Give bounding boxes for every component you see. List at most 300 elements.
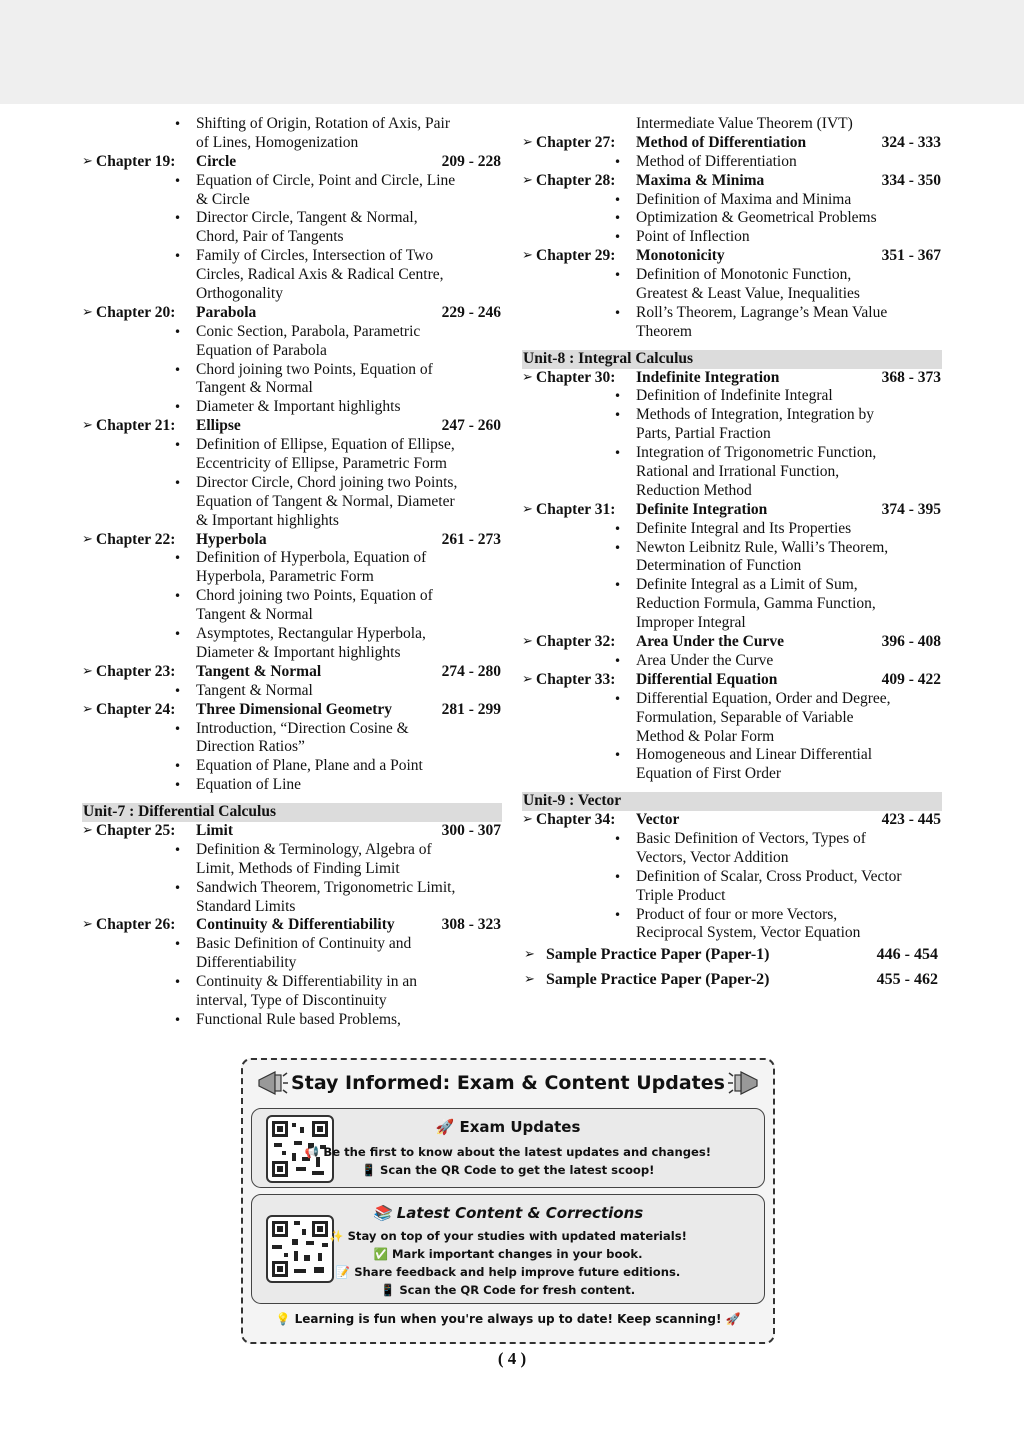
topic-text: Optimization & Geometrical Problems: [636, 209, 877, 227]
chapter-row: [522, 134, 942, 153]
topic-text: Definition of Hyperbola, Equation of: [196, 549, 427, 567]
arrow-bullet-icon: ➢: [524, 972, 535, 988]
bullet-dot-icon: •: [174, 324, 182, 339]
bullet-dot-icon: •: [614, 408, 622, 423]
topic-continuation: [522, 924, 942, 943]
arrow-bullet-icon: ➢: [522, 671, 533, 687]
bullet-dot-icon: •: [174, 880, 182, 895]
topic-continuation: [82, 644, 502, 663]
topic-continuation: [82, 342, 502, 361]
bullet-dot-icon: •: [614, 446, 622, 461]
topic-item: [82, 776, 502, 795]
bullet-dot-icon: •: [174, 627, 182, 642]
chapter-row: [522, 671, 942, 690]
topic-text: Sandwich Theorem, Trigonometric Limit,: [196, 878, 456, 896]
topic-text: Equation of Circle, Point and Circle, Line: [196, 171, 456, 189]
chapter-label: Chapter 26:: [96, 916, 176, 934]
topic-text: Tangent & Normal: [196, 379, 313, 397]
topic-item: [522, 153, 942, 172]
bullet-dot-icon: •: [614, 521, 622, 536]
chapter-label: Chapter 33:: [536, 670, 616, 688]
topic-text: Diameter & Important highlights: [196, 643, 401, 661]
sparkle-icon: ✨: [329, 1229, 348, 1243]
topic-continuation: [82, 493, 502, 512]
topic-continuation: [522, 709, 942, 728]
bullet-dot-icon: •: [174, 475, 182, 490]
chapter-pages: 281 - 299: [441, 700, 501, 718]
bullet-dot-icon: •: [174, 117, 182, 131]
chapter-row: [82, 304, 502, 323]
chapter-pages: 374 - 395: [881, 500, 941, 518]
topic-text: Basic Definition of Continuity and: [196, 935, 412, 953]
topic-text: Circles, Radical Axis & Radical Centre,: [196, 266, 444, 284]
chapter-row: [522, 369, 942, 388]
topic-item: [522, 690, 942, 709]
chapter-row: [82, 531, 502, 550]
bullet-dot-icon: •: [614, 268, 622, 283]
topic-text: interval, Type of Discontinuity: [196, 991, 387, 1009]
chapter-title: Continuity & Differentiability: [196, 916, 395, 934]
topic-continuation: [82, 992, 502, 1011]
topic-continuation: [522, 463, 942, 482]
topic-text: Reduction Formula, Gamma Function,: [636, 595, 876, 613]
topic-text: Chord joining two Points, Equation of: [196, 360, 433, 378]
chapter-label: Chapter 27:: [536, 133, 616, 151]
topic-text: Greatest & Least Value, Inequalities: [636, 285, 860, 303]
topic-continuation: [82, 738, 502, 757]
chapter-title: Vector: [636, 811, 680, 829]
toc-right-column: [522, 115, 942, 993]
exam-updates-line1: 📢 Be the first to know about the latest updates and changes!: [304, 1145, 712, 1159]
chapter-label: Chapter 23:: [96, 662, 176, 680]
topic-text: Point of Inflection: [636, 228, 750, 246]
chapter-pages: 229 - 246: [441, 303, 501, 321]
topic-text: Definition of Monotonic Function,: [636, 266, 852, 284]
arrow-bullet-icon: ➢: [522, 369, 533, 385]
arrow-bullet-icon: ➢: [82, 418, 93, 434]
updates-info-box: [241, 1058, 775, 1344]
content-corrections-panel: [251, 1194, 765, 1304]
topic-continuation: [522, 425, 942, 444]
topic-continuation: [522, 482, 942, 501]
topic-continuation: [82, 860, 502, 879]
chapter-title: Definite Integration: [636, 500, 768, 518]
topic-item: [522, 746, 942, 765]
topic-text: Equation of First Order: [636, 765, 782, 783]
rocket-icon: 🚀: [435, 1118, 460, 1136]
arrow-bullet-icon: ➢: [522, 812, 533, 828]
chapter-title: Differential Equation: [636, 670, 778, 688]
topic-text: Definite Integral and Its Properties: [636, 519, 852, 537]
chapter-title: Monotonicity: [636, 247, 725, 265]
topic-item: [522, 228, 942, 247]
topic-text: Director Circle, Chord joining two Points,: [196, 473, 458, 491]
bullet-dot-icon: •: [614, 831, 622, 846]
chapter-title: Method of Differentiation: [636, 133, 807, 151]
topic-text: Continuity & Differentiability in an: [196, 973, 417, 991]
topic-continuation: [82, 134, 502, 153]
bullet-dot-icon: •: [614, 211, 622, 226]
chapter-pages: 261 - 273: [441, 530, 501, 548]
chapter-title: Circle: [196, 152, 237, 170]
topic-text: Chord joining two Points, Equation of: [196, 587, 433, 605]
topic-text: Rational and Irrational Function,: [636, 463, 840, 481]
chapter-title: Three Dimensional Geometry: [196, 700, 393, 718]
bullet-dot-icon: •: [174, 842, 182, 857]
topic-text: Equation of Tangent & Normal, Diameter: [196, 492, 455, 510]
topic-text: Triple Product: [636, 886, 726, 904]
topic-continuation: [82, 191, 502, 210]
phone-icon-2: 📱: [380, 1283, 400, 1297]
chapter-title: Hyperbola: [196, 530, 267, 548]
chapter-row: [522, 172, 942, 191]
topic-item: [82, 172, 502, 191]
topic-item: [82, 757, 502, 776]
toc-left-column: [82, 115, 502, 1030]
bullet-dot-icon: •: [174, 589, 182, 604]
topic-text: Method of Differentiation: [636, 152, 797, 170]
bullet-dot-icon: •: [174, 721, 182, 736]
topic-item: [522, 266, 942, 285]
bullet-dot-icon: •: [174, 400, 182, 415]
chapter-pages: 300 - 307: [441, 821, 501, 839]
chapter-pages: 409 - 422: [881, 670, 941, 688]
unit-header: [522, 792, 942, 811]
topic-continuation: [82, 379, 502, 398]
chapter-pages: 308 - 323: [441, 916, 501, 934]
rocket-icon-footer: 🚀: [721, 1312, 741, 1326]
bullet-dot-icon: •: [614, 540, 622, 555]
topic-text: Reciprocal System, Vector Equation: [636, 924, 861, 942]
arrow-bullet-icon: ➢: [82, 917, 93, 933]
topic-item: [522, 906, 942, 925]
sample-paper-pages: 446 - 454: [876, 946, 938, 964]
exam-updates-panel: [251, 1108, 765, 1188]
chapter-row: [82, 916, 502, 935]
topic-text: Eccentricity of Ellipse, Parametric Form: [196, 455, 447, 473]
topic-text: Parts, Partial Fraction: [636, 425, 771, 443]
topic-text: Differentiability: [196, 954, 297, 972]
topic-text: Asymptotes, Rectangular Hyperbola,: [196, 625, 426, 643]
topic-text: Area Under the Curve: [636, 651, 774, 669]
sample-paper-pages: 455 - 462: [876, 971, 938, 989]
bullet-dot-icon: •: [174, 937, 182, 952]
topic-item: [82, 247, 502, 266]
bullet-dot-icon: •: [614, 578, 622, 593]
bullet-dot-icon: •: [174, 551, 182, 566]
topic-item: [82, 879, 502, 898]
topic-continuation: [522, 323, 942, 342]
topic-text: Formulation, Separable of Variable: [636, 708, 854, 726]
chapter-pages: 274 - 280: [441, 662, 501, 680]
sample-paper-title: Sample Practice Paper (Paper-1): [546, 946, 770, 964]
topic-text: Intermediate Value Theorem (IVT): [636, 115, 853, 132]
topic-text: Definition of Maxima and Minima: [636, 190, 852, 208]
chapter-row: [82, 822, 502, 841]
topic-item: [82, 625, 502, 644]
topic-continuation: [522, 285, 942, 304]
bullet-dot-icon: •: [614, 154, 622, 169]
arrow-bullet-icon: ➢: [82, 701, 93, 717]
topic-item: [522, 520, 942, 539]
topic-item: [82, 323, 502, 342]
bullet-dot-icon: •: [614, 869, 622, 884]
topic-text: Vectors, Vector Addition: [636, 848, 789, 866]
chapter-row: [82, 153, 502, 172]
arrow-bullet-icon: ➢: [524, 947, 535, 963]
chapter-title: Indefinite Integration: [636, 368, 780, 386]
books-icon: 📚: [372, 1204, 397, 1222]
bullet-dot-icon: •: [614, 192, 622, 207]
top-margin-band: [0, 0, 1024, 104]
topic-text: Definition of Indefinite Integral: [636, 387, 833, 405]
topic-item: [82, 474, 502, 493]
chapter-label: Chapter 19:: [96, 152, 176, 170]
chapter-pages: 324 - 333: [881, 133, 941, 151]
topic-text: Orthogonality: [196, 285, 283, 303]
lightbulb-icon: 💡: [275, 1312, 295, 1326]
info-box-title: Stay Informed: Exam & Content Updates: [291, 1072, 725, 1094]
chapter-pages: 423 - 445: [881, 811, 941, 829]
topic-text: Hyperbola, Parametric Form: [196, 568, 374, 586]
chapter-row: [522, 501, 942, 520]
topic-text: Conic Section, Parabola, Parametric: [196, 322, 421, 340]
topic-item: [522, 191, 942, 210]
topic-text: Standard Limits: [196, 897, 296, 915]
topic-item: [522, 406, 942, 425]
topic-text: Method & Polar Form: [636, 727, 775, 745]
unit-title: Unit-9 : Vector: [523, 792, 622, 810]
bullet-dot-icon: •: [614, 748, 622, 763]
arrow-bullet-icon: ➢: [82, 663, 93, 679]
topic-item: [82, 720, 502, 739]
topic-text: of Lines, Homogenization: [196, 133, 359, 151]
chapter-title: Ellipse: [196, 417, 241, 435]
bullet-dot-icon: •: [614, 305, 622, 320]
topic-continuation: [522, 765, 942, 784]
topic-text: Tangent & Normal: [196, 681, 313, 699]
topic-text: Tangent & Normal: [196, 606, 313, 624]
chapter-label: Chapter 28:: [536, 171, 616, 189]
arrow-bullet-icon: ➢: [522, 172, 533, 188]
sample-paper-row: [522, 946, 942, 968]
topic-item: [522, 444, 942, 463]
bullet-dot-icon: •: [174, 249, 182, 264]
bullet-dot-icon: •: [614, 907, 622, 922]
topic-item: [82, 682, 502, 701]
topic-continuation: [522, 115, 942, 134]
topic-item: [522, 868, 942, 887]
arrow-bullet-icon: ➢: [82, 304, 93, 320]
exam-updates-title: 🚀 Exam Updates: [435, 1118, 581, 1136]
topic-text: Family of Circles, Intersection of Two: [196, 247, 434, 265]
topic-text: Homogeneous and Linear Differential: [636, 746, 873, 764]
topic-text: Functional Rule based Problems,: [196, 1010, 401, 1028]
topic-continuation: [82, 266, 502, 285]
topic-text: Equation of Line: [196, 776, 302, 794]
topic-continuation: [82, 954, 502, 973]
chapter-title: Area Under the Curve: [636, 633, 784, 651]
unit-title: Unit-8 : Integral Calculus: [523, 349, 694, 367]
unit-header: [522, 350, 942, 369]
topic-item: [82, 115, 502, 134]
topic-continuation: [82, 455, 502, 474]
topic-continuation: [82, 285, 502, 304]
chapter-title: Tangent & Normal: [196, 662, 322, 680]
topic-item: [82, 398, 502, 417]
chapter-row: [82, 417, 502, 436]
topic-continuation: [522, 557, 942, 576]
topic-item: [82, 1011, 502, 1030]
topic-text: Improper Integral: [636, 614, 746, 632]
chapter-row: [82, 701, 502, 720]
topic-continuation: [82, 568, 502, 587]
chapter-title: Parabola: [196, 303, 257, 321]
bullet-dot-icon: •: [174, 438, 182, 453]
topic-continuation: [82, 228, 502, 247]
topic-text: Determination of Function: [636, 557, 802, 575]
chapter-row: [522, 247, 942, 266]
chapter-label: Chapter 22:: [96, 530, 176, 548]
topic-item: [82, 361, 502, 380]
bullet-dot-icon: •: [614, 230, 622, 245]
info-box-footer: 💡 Learning is fun when you're always up to date! Keep scanning! 🚀: [275, 1312, 741, 1326]
arrow-bullet-icon: ➢: [522, 134, 533, 150]
chapter-row: [522, 633, 942, 652]
topic-text: & Important highlights: [196, 511, 339, 529]
bullet-dot-icon: •: [174, 362, 182, 377]
topic-text: Product of four or more Vectors,: [636, 905, 838, 923]
topic-item: [522, 652, 942, 671]
sample-paper-row: [522, 971, 942, 993]
content-line4: 📱 Scan the QR Code for fresh content.: [380, 1283, 636, 1297]
chapter-pages: 334 - 350: [881, 171, 941, 189]
chapter-title: Limit: [196, 821, 234, 839]
topic-text: Reduction Method: [636, 481, 752, 499]
topic-text: & Circle: [196, 190, 250, 208]
topic-item: [82, 973, 502, 992]
bullet-dot-icon: •: [174, 975, 182, 990]
bullet-dot-icon: •: [614, 653, 622, 668]
topic-text: Director Circle, Tangent & Normal,: [196, 209, 418, 227]
topic-item: [82, 587, 502, 606]
bullet-dot-icon: •: [614, 389, 622, 404]
chapter-label: Chapter 29:: [536, 247, 616, 265]
topic-continuation: [522, 728, 942, 747]
megaphone-small-icon: 📢: [304, 1145, 324, 1159]
chapter-label: Chapter 24:: [96, 700, 176, 718]
topic-item: [82, 549, 502, 568]
sample-paper-title: Sample Practice Paper (Paper-2): [546, 971, 770, 989]
chapter-pages: 247 - 260: [441, 417, 501, 435]
arrow-bullet-icon: ➢: [82, 153, 93, 169]
chapter-pages: 351 - 367: [881, 247, 941, 265]
chapter-pages: 396 - 408: [881, 633, 941, 651]
topic-text: Direction Ratios”: [196, 738, 305, 756]
arrow-bullet-icon: ➢: [522, 501, 533, 517]
topic-text: Theorem: [636, 322, 692, 340]
topic-text: Basic Definition of Vectors, Types of: [636, 829, 866, 847]
bullet-dot-icon: •: [174, 683, 182, 698]
arrow-bullet-icon: ➢: [82, 822, 93, 838]
chapter-pages: 368 - 373: [881, 368, 941, 386]
arrow-bullet-icon: ➢: [522, 248, 533, 264]
bullet-dot-icon: •: [614, 691, 622, 706]
topic-text: Roll’s Theorem, Lagrange’s Mean Value: [636, 303, 888, 321]
chapter-label: Chapter 20:: [96, 303, 176, 321]
topic-continuation: [522, 887, 942, 906]
content-line2: ✅ Mark important changes in your book.: [373, 1247, 643, 1261]
topic-text: Definite Integral as a Limit of Sum,: [636, 576, 858, 594]
topic-text: Introduction, “Direction Cosine &: [196, 719, 409, 737]
bullet-dot-icon: •: [174, 211, 182, 226]
topic-continuation: [522, 849, 942, 868]
megaphone-icon-right: [727, 1066, 761, 1100]
unit-header: [82, 803, 502, 822]
topic-continuation: [82, 898, 502, 917]
topic-text: Integration of Trigonometric Function,: [636, 444, 877, 462]
topic-item: [82, 935, 502, 954]
content-line1: ✨ Stay on top of your studies with updated materials!: [329, 1229, 687, 1243]
chapter-label: Chapter 25:: [96, 821, 176, 839]
topic-item: [522, 539, 942, 558]
topic-text: Diameter & Important highlights: [196, 398, 401, 416]
exam-updates-line2: 📱 Scan the QR Code to get the latest scoop!: [361, 1163, 655, 1177]
content-line3: 📝 Share feedback and help improve future editions.: [335, 1265, 681, 1279]
chapter-pages: 209 - 228: [441, 152, 501, 170]
topic-item: [82, 209, 502, 228]
chapter-label: Chapter 21:: [96, 417, 176, 435]
topic-text: Definition & Terminology, Algebra of: [196, 840, 432, 858]
topic-text: Definition of Ellipse, Equation of Ellipse,: [196, 436, 455, 454]
topic-continuation: [82, 606, 502, 625]
chapter-label: Chapter 32:: [536, 633, 616, 651]
chapter-label: Chapter 34:: [536, 811, 616, 829]
topic-item: [522, 576, 942, 595]
phone-icon: 📱: [361, 1163, 380, 1177]
arrow-bullet-icon: ➢: [82, 531, 93, 547]
chapter-label: Chapter 31:: [536, 500, 616, 518]
chapter-row: [82, 663, 502, 682]
topic-continuation: [82, 512, 502, 531]
checkmark-icon: ✅: [373, 1247, 392, 1261]
page-number: ( 4 ): [497, 1349, 527, 1368]
topic-text: Equation of Plane, Plane and a Point: [196, 757, 423, 775]
topic-continuation: [522, 595, 942, 614]
bullet-dot-icon: •: [174, 759, 182, 774]
topic-text: Methods of Integration, Integration by: [636, 406, 875, 424]
topic-text: Newton Leibnitz Rule, Walli’s Theorem,: [636, 538, 889, 556]
topic-item: [522, 209, 942, 228]
topic-text: Differential Equation, Order and Degree,: [636, 689, 891, 707]
topic-continuation: [522, 614, 942, 633]
topic-text: Limit, Methods of Finding Limit: [196, 859, 400, 877]
chapter-title: Maxima & Minima: [636, 171, 765, 189]
bullet-dot-icon: •: [174, 1012, 182, 1027]
topic-text: Chord, Pair of Tangents: [196, 228, 344, 246]
topic-text: Definition of Scalar, Cross Product, Vector: [636, 867, 902, 885]
topic-text: Shifting of Origin, Rotation of Axis, Pair: [196, 115, 451, 132]
chapter-row: [522, 811, 942, 830]
topic-item: [522, 830, 942, 849]
arrow-bullet-icon: ➢: [522, 634, 533, 650]
topic-item: [522, 304, 942, 323]
pencil-icon: 📝: [335, 1265, 355, 1279]
topic-item: [522, 387, 942, 406]
chapter-label: Chapter 30:: [536, 368, 616, 386]
topic-text: Equation of Parabola: [196, 341, 327, 359]
bullet-dot-icon: •: [174, 778, 182, 793]
